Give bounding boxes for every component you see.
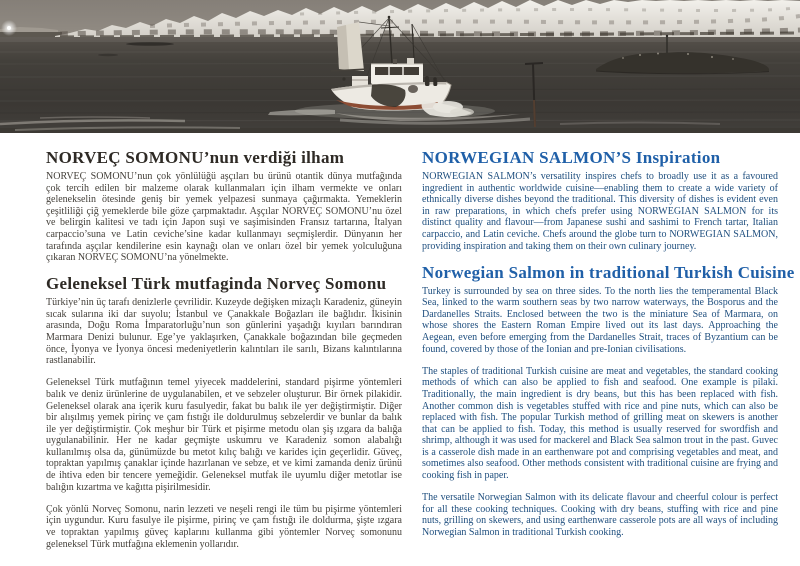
hero-photo — [0, 0, 800, 133]
english-column — [422, 148, 795, 561]
english-section1-paragraph-1: NORWEGIAN SALMON’s versatility inspires chefs to broadly use it as a favoured ingredient in authentic worldwide cuisine—enabling them to create a wide variety of ethnically diverse dishes beyond the traditional. This diversity of dishes is evident even in raw preparations, in which chefs prefer using NORWEGIAN SALMON for its distinct quality and flavour—from Japanese sushi and sashimi to French tartar, Italian carpaccio, and Latin ceviche. Chefs around the globe turn to NORWEGIAN SALMON, providing inspiration and taking them on their own culinary journey. — [422, 171, 778, 252]
content-area — [0, 133, 800, 561]
turkish-section2-paragraph-1: Türkiye’nin üç tarafı denizlerle çevrilidir. Kuzeyde değişken mizaçlı Karadeniz, güneyin sıcak sularına iki dar suyolu; İstanbul ve Çanakkale Boğazları ile bağlıdır. İkisinin arasında, Doğu Roma İmparatorluğu’nun son günlerini yaşadığı kıyıları barındıran Marmara Denizi bulunur. Ege’ye yaklaşırken, Çanakkale boğazından bile geçmeden önce, İyonya ve İyonya öncesi medeniyetlerin kalıntıları ile sarılı, Bizans kalıntılarına rastlanabilir. — [46, 297, 402, 367]
turkish-section1-paragraph-1: NORVEÇ SOMONU’nun çok yönlülüğü aşçıları bu ürünü otantik dünya mutfağında çok tercih edilen bir malzeme olarak kullanmaları için ilham vermekte ve onları gelenekselin ötesinde geniş bir yemek yelpazesi sunmaya çağırmakta. Yemeklerin çeşitliliği çiğ yemeklerde bile göze çarpmaktadır. Aşçılar NORVEÇ SOMONU’nu özel ve belirgin kalitesi ve tadı için Japon suşi ve saşimisinden Fransız tartarına, İtalyan carpaccio’suna ve Latin ceviche’sine kadar kullanmayı seçmişlerdir. Dünyanın her tarafında aşçılar kendilerine esin kaynağı olan ve onları özel bir yemek yolculuğuna çıkaran NORVEÇ SOMONU’na yönelmekte. — [46, 171, 402, 264]
turkish-section1-heading: NORVEÇ SOMONU’nun verdiği ilham — [46, 148, 345, 167]
english-section2-paragraph-1: Turkey is surrounded by sea on three sides. To the north lies the temperamental Black Sea, linked to the warm southern seas by two narrow waterways, the Bosporus and the Dardanelles Straits. Enclosed between the two is the miniature Sea of Marmara, on whose shores the Eastern Roman Empire lived out its last days. Approaching the Aegean, even before emerging from the Dardanelles Strait, traces of Byzantium can be found, covered by those of the Ionian and pre-Ionian civilisations. — [422, 285, 778, 355]
english-section2-paragraph-2: The staples of traditional Turkish cuisine are meat and vegetables, the standard cooking methods of which can also be applied to fish and seafood. One example is pilaki. Traditionally, the main ingredient is dry beans, but this has been replaced with fish. Another common dish is vegetables stuffed with rice and pine nuts, which can also be replaced with fish. The popular Turkish method of grilling meat on skewers is another that can be applied to fish. Today, this method is usually reserved for swordfish and shrimp, although it was used for mackerel and Black Sea salmon trout in the past. Guvec is a casserole dish made in an earthenware pot and comprising vegetables and meat, and sometimes also seafood. Other methods consistent with traditional cuisine are frying and cooking fish in paper. — [422, 365, 778, 482]
turkish-section2-paragraph-2: Geleneksel Türk mutfağının temel yiyecek maddelerini, standard pişirme yöntemleri balık ve deniz ürünlerine de uygulanabilen, et ve sebzeler oluşturur. Bir örnek pilakidir. Geleneksel olarak ana içerik kuru fasulyedir, fakat bu balık ile yer değiştirmiştir. Diğer bir alışılmış yemek pirinç ve çam fıstığı ile doldurulmuş sebzelerdir ve bunlar da balık ile yer değiştirmiştir. Çok meşhur bir Türk et pişirme metodu olan şiş ızgara da balığa uygulanabilinir. Her ne kadar geçmişte uskumru ve Karadeniz somon alabalığı kullanılmış olsa da, günümüzde bu metot kılıç balığı ve karides için geçerlidir. Güveç, topraktan yapılmış çanaklar içinde hazırlanan ve sebze, et ve kimi zamanda deniz ürünü de ihtiva eden bir tencere yemeğidir. Geleneksel mutfak ile uyumlu diğer metotlar ise balığın kızartma ve kağıtta pişirilmesidir. — [46, 377, 402, 493]
turkish-section2-heading: Geleneksel Türk mutfaginda Norveç Somonu — [46, 274, 387, 294]
turkish-section2-paragraph-3: Çok yönlü Norveç Somonu, narin lezzeti ve neşeli rengi ile tüm bu pişirme yöntemleri için uygundur. Kuru fasulye ile pişirme, pirinç ve çam fıstığı ile doldurma, şişte ızgara ve topraktan yapılmış güveç kaplarını kullanma gibi yöntemler Norveç somonunu geleneksel Türk mutfağına eklemenin yollarıdır. — [46, 503, 402, 550]
english-section2-paragraph-3: The versatile Norwegian Salmon with its delicate flavour and cheerful colour is perfect for all these cooking techniques. Cooking with dry beans, stuffing with rice and pine nuts, grilling on skewers, and using earthenware casserole pots are all ways of including Norwegian Salmon in traditional Turkish cooking. — [422, 492, 778, 538]
english-section2-heading: Norwegian Salmon in traditional Turkish Cuisine — [422, 262, 795, 282]
turkish-column — [46, 148, 402, 561]
english-section1-heading: NORWEGIAN SALMON’S Inspiration — [422, 148, 721, 167]
